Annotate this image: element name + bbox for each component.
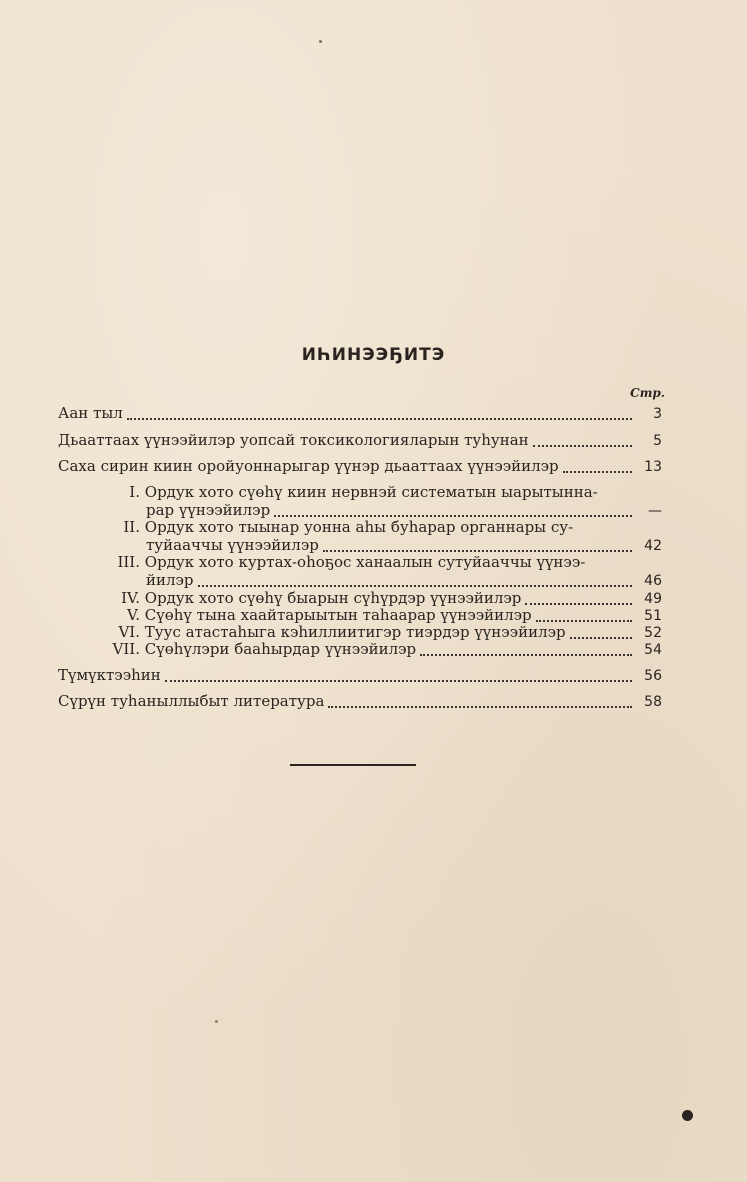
leader-dots bbox=[323, 540, 632, 552]
toc-entry-page: 52 bbox=[644, 625, 662, 641]
toc-entry-page: 42 bbox=[644, 538, 662, 554]
toc-entry-page: 54 bbox=[644, 642, 662, 658]
leader-dots bbox=[570, 627, 632, 639]
toc-subentry-number: III. bbox=[117, 553, 140, 571]
toc-subentry-number: I. bbox=[129, 483, 140, 501]
toc-subentry-text: Ордук хото сүөһү киин нервнэй систематын ыарытынна- bbox=[144, 483, 598, 501]
toc-subentry-first-line bbox=[110, 519, 573, 536]
toc-subentry-first-line bbox=[110, 484, 598, 501]
toc-entry-page: 46 bbox=[644, 573, 662, 589]
leader-dots bbox=[533, 435, 632, 447]
toc-entry-page: 56 bbox=[644, 668, 662, 684]
toc-subentry-text: Туус атастаһыга кэһиллиитигэр тиэрдэр үүнээйилэр bbox=[144, 623, 566, 641]
toc-entry-text: Аан тыл bbox=[58, 404, 123, 422]
toc-subentry-number: IV. bbox=[121, 589, 140, 607]
toc-subentry-text: Сүөһүлэри бааһырдар үүнээйилэр bbox=[144, 640, 417, 658]
toc-subentry-text: Ордук хото куртах-оһоҕос ханаалын сутуйааччы үүнээ- bbox=[144, 553, 586, 571]
toc-entry-page: — bbox=[648, 503, 662, 519]
toc-subentry-text: Сүөһү тына хаайтарыытын таһаарар үүнээйилэр bbox=[144, 606, 532, 624]
toc-subentry-number: II. bbox=[123, 518, 140, 536]
leader-dots bbox=[328, 696, 632, 708]
toc-entry-page: 13 bbox=[644, 459, 662, 475]
toc-subentry-number: VII. bbox=[112, 640, 140, 658]
ink-spot bbox=[682, 1110, 693, 1121]
page-column-header: Стр. bbox=[630, 386, 665, 400]
toc-title: ИҺИНЭЭҔИТЭ bbox=[301, 345, 446, 365]
toc-subentry-text: йилэр bbox=[146, 571, 194, 589]
toc-subentry bbox=[146, 571, 662, 590]
toc-entry bbox=[58, 692, 662, 711]
toc-entry-page: 49 bbox=[644, 591, 662, 607]
toc-entry-page: 3 bbox=[653, 406, 662, 422]
leader-dots bbox=[127, 408, 632, 420]
toc-entry-page: 5 bbox=[653, 433, 662, 449]
closing-rule bbox=[290, 764, 416, 766]
ink-spot bbox=[319, 40, 322, 43]
leader-dots bbox=[198, 575, 632, 587]
toc-subentry-text: Ордук хото тыынар уонна аһы буһарар органнары су- bbox=[144, 518, 574, 536]
toc-entry bbox=[58, 457, 662, 476]
toc-subentry-number: VI. bbox=[118, 623, 140, 641]
toc-subentry-number: V. bbox=[127, 606, 140, 624]
leader-dots bbox=[563, 461, 632, 473]
leader-dots bbox=[165, 670, 632, 682]
toc-subentry-first-line bbox=[100, 554, 585, 571]
leader-dots bbox=[525, 593, 632, 605]
leader-dots bbox=[536, 610, 632, 622]
ink-spot bbox=[215, 1020, 218, 1023]
toc-subentry bbox=[100, 640, 662, 659]
leader-dots bbox=[420, 644, 632, 656]
toc-entry-text: Сүрүн туһаныллыбыт литература bbox=[58, 692, 325, 710]
toc-subentry-text: туйааччы үүнээйилэр bbox=[146, 536, 319, 554]
toc-entry-page: 51 bbox=[644, 608, 662, 624]
toc-subentry-text: Ордук хото сүөһү быарын сүһүрдэр үүнээйилэр bbox=[144, 589, 522, 607]
toc-entry bbox=[58, 431, 662, 450]
toc-entry bbox=[58, 666, 662, 685]
toc-subentry-text: рар үүнээйилэр bbox=[146, 501, 271, 519]
toc-entry-page: 58 bbox=[644, 694, 662, 710]
toc-entry-text: Түмүктээһин bbox=[58, 666, 161, 684]
toc-entry-text: Дьааттаах үүнээйилэр уопсай токсикологияларын туһунан bbox=[58, 431, 529, 449]
toc-entry-text: Саха сирин киин оройуоннарыгар үүнэр дьааттаах үүнээйилэр bbox=[58, 457, 559, 475]
leader-dots bbox=[274, 505, 632, 517]
toc-entry bbox=[58, 404, 662, 423]
